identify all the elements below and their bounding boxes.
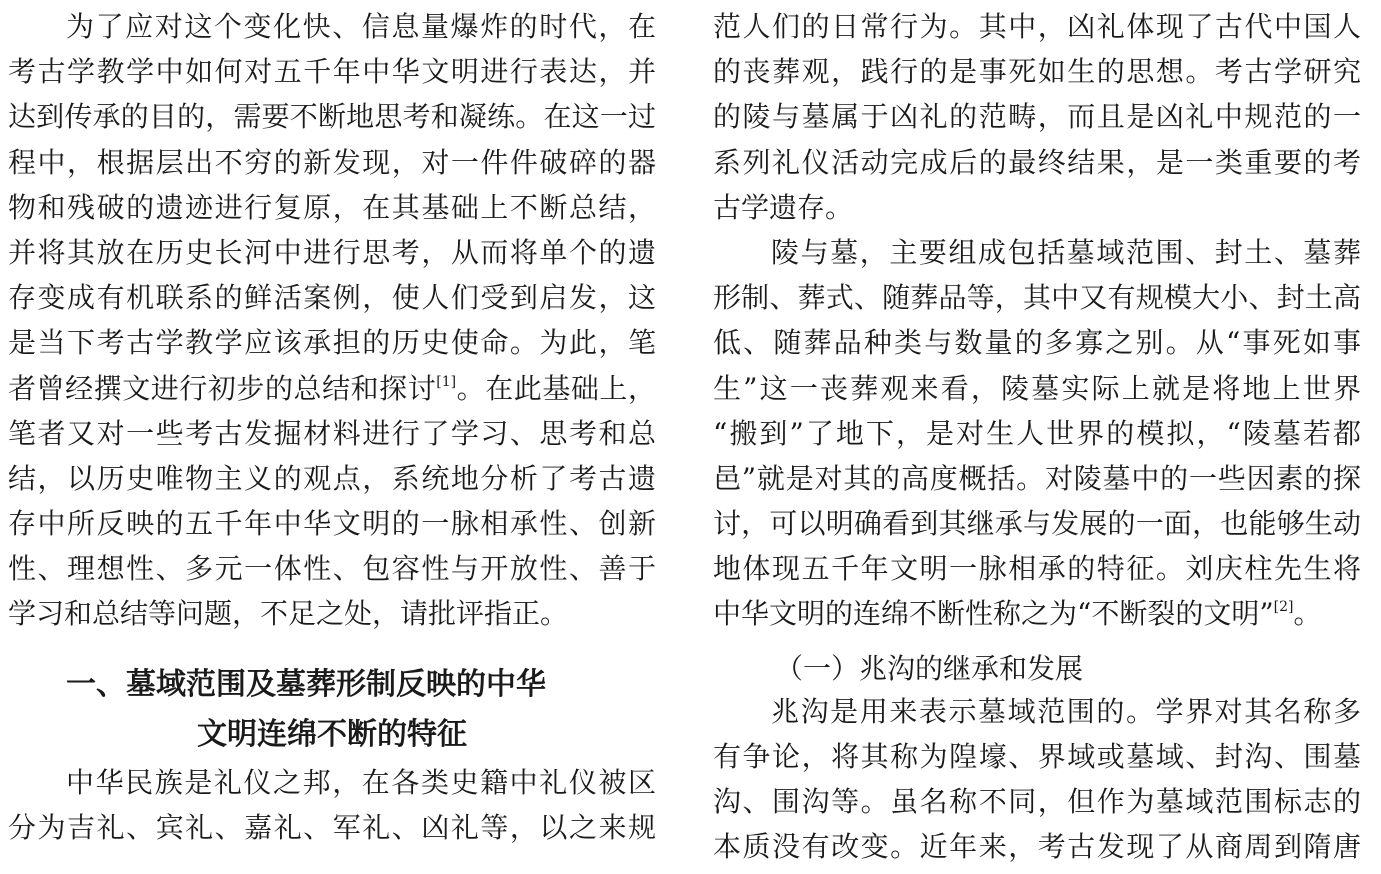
text-line: 生”这一丧葬观来看，陵墓实际上就是将地上世界 (713, 371, 1361, 405)
citation-ref-1[interactable]: [1] (436, 373, 457, 390)
left-column (8, 0, 656, 850)
section-heading-line-2: 文明连绵不断的特征 (197, 716, 467, 752)
text-line: 是当下考古学教学应该承担的历史使命。为此，笔 (8, 326, 656, 360)
text-line: 笔者又对一些考古发掘材料进行了学习、思考和总 (8, 416, 656, 450)
text-line: 形制、葬式、随葬品等，其中又有规模大小、封土高 (713, 281, 1361, 315)
text-line: 并将其放在历史长河中进行思考，从而将单个的遗 (8, 235, 656, 269)
left-paragraph-2 (8, 760, 656, 850)
text-line: 本质没有改变。近年来，考古发现了从商周到隋唐 (713, 830, 1361, 864)
text-line: “搬到”了地下，是对生人世界的模拟，“陵墓若都 (713, 416, 1361, 450)
text-line: 结，以历史唯物主义的观点，系统地分析了考古遗 (8, 461, 656, 495)
text-line: 低、随葬品种类与数量的多寡之别。从“事死如事 (713, 326, 1361, 360)
text-line: 陵与墓，主要组成包括墓域范围、封土、墓葬 (771, 235, 1361, 269)
citation-ref-2[interactable]: [2] (1273, 599, 1294, 616)
text-line: 范人们的日常行为。其中，凶礼体现了古代中国人 (713, 10, 1361, 43)
text-segment: 中华文明的连绵不断性称之为“不断裂的文明” (713, 597, 1274, 631)
text-line: 的丧葬观，践行的是事死如生的思想。考古学研究 (713, 55, 1361, 89)
text-line: 有争论，将其称为隍壕、界域或墓域、封沟、围墓 (713, 739, 1361, 773)
text-line: 达到传承的目的，需要不断地思考和凝练。在这一过 (8, 100, 656, 134)
text-line: 古学遗存。 (713, 190, 854, 224)
right-paragraph-2 (713, 230, 1361, 637)
text-line: 讨，可以明确看到其继承与发展的一面，也能够生动 (713, 507, 1361, 541)
text-line: 分为吉礼、宾礼、嘉礼、军礼、凶礼等，以之来规 (8, 810, 656, 844)
text-line: 为了应对这个变化快、信息量爆炸的时代，在 (66, 10, 656, 43)
text-segment: 。在此基础上， (456, 371, 656, 405)
text-segment: 。 (1293, 597, 1322, 631)
right-paragraph-3 (713, 689, 1361, 870)
text-line: 程中，根据层出不穷的新发现，对一件件破碎的器 (8, 145, 656, 179)
text-line: 地体现五千年文明一脉相承的特征。刘庆柱先生将 (713, 552, 1361, 586)
text-line: 兆沟是用来表示墓域范围的。学界对其名称多 (771, 694, 1361, 728)
subsection-heading: （一）兆沟的继承和发展 (775, 651, 1084, 685)
text-line: 存中所反映的五千年中华文明的一脉相承性、创新 (8, 507, 656, 541)
section-heading-line-1: 一、墓域范围及墓葬形制反映的中华 (66, 666, 546, 702)
text-line: 物和残破的遗迹进行复原，在其基础上不断总结， (8, 190, 656, 224)
text-line: 邑”就是对其的高度概括。对陵墓中的一些因素的探 (713, 461, 1361, 495)
text-line: 性、理想性、多元一体性、包容性与开放性、善于 (8, 552, 656, 586)
text-line-with-citation (8, 366, 656, 411)
text-line: 存变成有机联系的鲜活案例，使人们受到启发，这 (8, 281, 656, 315)
left-paragraph-1 (8, 4, 656, 637)
text-line: 沟、围沟等。虽名称不同，但作为墓域范围标志的 (713, 785, 1361, 818)
text-line: 考古学教学中如何对五千年中华文明进行表达，并 (8, 55, 656, 89)
text-line: 的陵与墓属于凶礼的范畴，而且是凶礼中规范的一 (713, 100, 1361, 134)
text-line-with-citation (713, 591, 1361, 636)
text-line: 学习和总结等问题，不足之处，请批评指正。 (8, 597, 569, 631)
text-line: 中华民族是礼仪之邦，在各类史籍中礼仪被区 (66, 765, 656, 799)
text-line: 系列礼仪活动完成后的最终结果，是一类重要的考 (713, 145, 1361, 179)
right-paragraph-1 (713, 4, 1361, 230)
text-segment: 者曾经撰文进行初步的总结和探讨 (8, 371, 437, 405)
right-column (713, 0, 1361, 869)
